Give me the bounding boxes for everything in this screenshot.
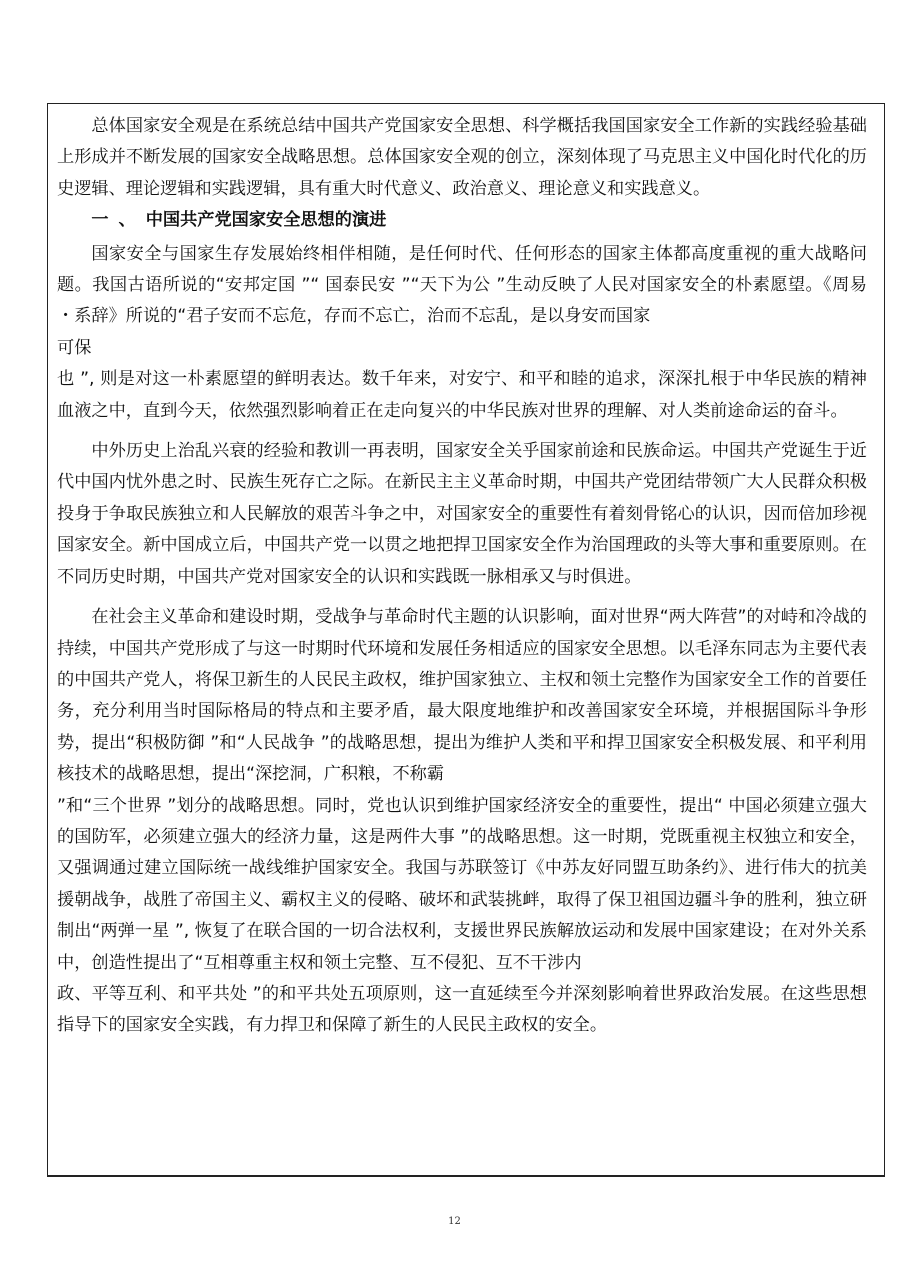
- paragraph-1-part-c: 也 ”, 则是对这一朴素愿望的鲜明表达。数千年来，对安宁、和平和睦的追求，深深扎根于中华民族的精神血液之中，直到今天，依然强烈影响着正在走向复兴的中华民族对世界的理解、对人类前途命运的奋斗。: [57, 369, 867, 421]
- intro-paragraph: 总体国家安全观是在系统总结中国共产党国家安全思想、科学概括我国国家安全工作新的实践经验基础上形成并不断发展的国家安全战略思想。总体国家安全观的创立，深刻体现了马克思主义中国化时代化的历史逻辑、理论逻辑和实践逻辑，具有重大时代意义、政治意义、理论意义和实践意义。: [57, 116, 867, 199]
- paragraph-1-part-b: 可保: [57, 337, 92, 358]
- paragraph-2: 中外历史上治乱兴衰的经验和教训一再表明，国家安全关乎国家前途和民族命运。中国共产党诞生于近代中国内忧外患之时、民族生死存亡之际。在新民主主义革命时期，中国共产党团结带领广大人民群众积极投身于争取民族独立和人民解放的艰苦斗争之中，对国家安全的重要性有着刻骨铭心的认识，因而倍加珍视国家安全。新中国成立后，中国共产党一以贯之地把捍卫国家安全作为治国理政的头等大事和重要原则。在不同历史时期，中国共产党对国家安全的认识和实践既一脉相承又与时俱进。: [57, 441, 867, 587]
- section-heading: 一 、 中国共产党国家安全思想的演进: [91, 210, 387, 231]
- paragraph-1-part-a: 国家安全与国家生存发展始终相伴相随，是任何时代、任何形态的国家主体都高度重视的重大战略问题。我国古语所说的“安邦定国 ”“ 国泰民安 ”“天下为公 ”生动反映了人民对国家安全的朴素愿望。《周易 ・系辞》所说的“君子安而不忘危，存而不忘亡，治而不忘乱，是以身安而国家: [57, 243, 867, 327]
- document-body: [57, 111, 867, 1042]
- paragraph-3-part-b: ”和“三个世界 ”划分的战略思想。同时，党也认识到维护国家经济安全的重要性，提出“ 中国必须建立强大的国防军，必须建立强大的经济力量，这是两件大事 ”的战略思想。这一时期，党既重视主权独立和安全，又强调通过建立国际统一战线维护国家安全。我国与苏联签订《中苏友好同盟互助条约》、进行伟大的抗美援朝战争，战胜了帝国主义、霸权主义的侵略、破坏和武装挑衅，取得了保卫祖国边疆斗争的胜利，独立研制出“两弹一星 ”, 恢复了在联合国的一切合法权利，支援世界民族解放运动和发展中国家建设；在对外关系中，创造性提出了“互相尊重主权和领土完整、互不侵犯、互不干涉内: [57, 795, 867, 973]
- paragraph-3-part-c: 政、平等互利、和平共处 ”的和平共处五项原则，这一直延续至今并深刻影响着世界政治发展。在这些思想指导下的国家安全实践，有力捍卫和保障了新生的人民民主政权的安全。: [57, 983, 867, 1036]
- page-number: 12: [448, 1216, 461, 1227]
- paragraph-3-part-a: 在社会主义革命和建设时期，受战争与革命时代主题的认识影响，面对世界“两大阵营”的对峙和冷战的持续，中国共产党形成了与这一时期时代环境和发展任务相适应的国家安全思想。以毛泽东同志为主要代表的中国共产党人，将保卫新生的人民民主政权，维护国家独立、主权和领土完整作为国家安全工作的首要任务，充分利用当时国际格局的特点和主要矛盾，最大限度地维护和改善国家安全环境，并根据国际斗争形势，提出“积极防御 ”和“人民战争 ”的战略思想，提出为维护人类和平和捍卫国家安全积极发展、和平利用核技术的战略思想，提出“深挖洞，广积粮，不称霸: [57, 607, 867, 785]
